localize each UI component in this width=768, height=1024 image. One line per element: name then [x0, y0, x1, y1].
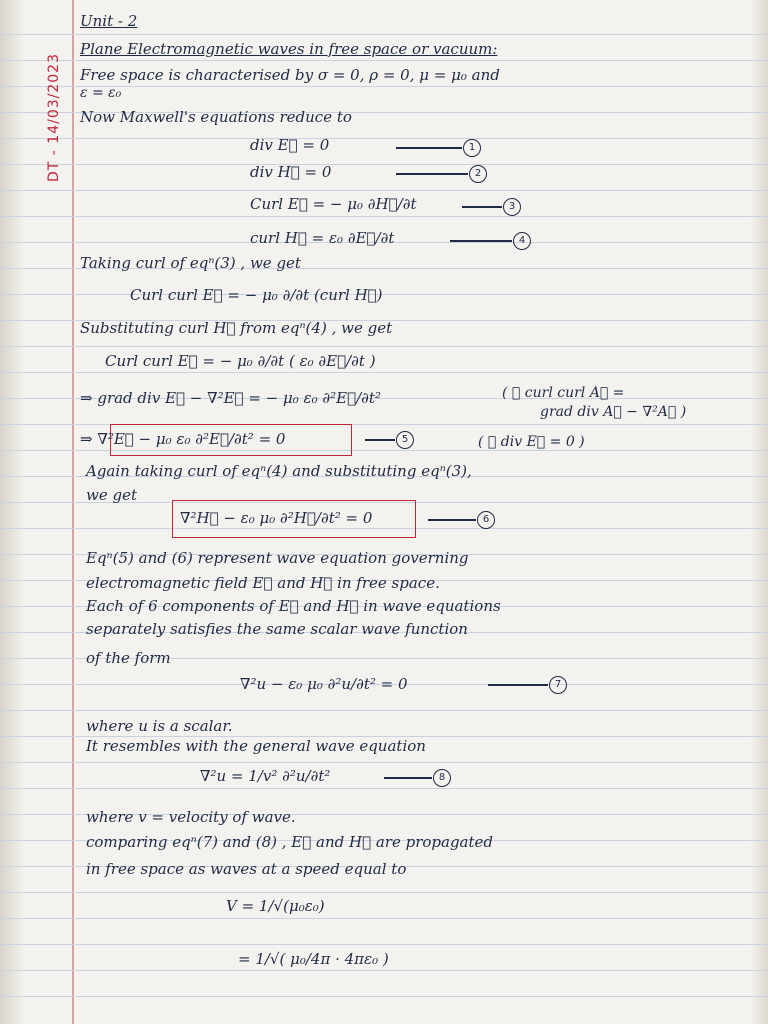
ruled-line	[0, 164, 768, 165]
unit-heading: Unit - 2	[80, 12, 138, 30]
equation-line: Curl curl E⃗ = − μ₀ ∂/∂t ( ε₀ ∂E⃗/∂t )	[105, 352, 376, 370]
ruled-line	[0, 372, 768, 373]
equation-line: curl H⃗ = ε₀ ∂E⃗/∂t	[250, 229, 395, 247]
identity-note: ( ∵ div E⃗ = 0 )	[478, 434, 585, 450]
text-line: separately satisfies the same scalar wave function	[86, 620, 468, 638]
equation-line: ⇒ grad div E⃗ − ∇²E⃗ = − μ₀ ε₀ ∂²E⃗/∂t²	[80, 389, 381, 407]
ruled-line	[0, 138, 768, 139]
arrow-line	[462, 206, 502, 208]
equation-line: ∇²u = 1/v² ∂²u/∂t²	[200, 767, 331, 785]
margin-line	[72, 0, 74, 1024]
arrow-line	[488, 684, 548, 686]
ruled-line	[0, 918, 768, 919]
equation-line: ∇²u − ε₀ μ₀ ∂²u/∂t² = 0	[240, 675, 408, 693]
ruled-line	[0, 788, 768, 789]
equation-line: div E⃗ = 0	[250, 136, 330, 154]
ruled-line	[0, 996, 768, 997]
identity-note: ( ∵ curl curl A⃗ =	[502, 385, 625, 401]
eq-number: 6	[477, 511, 495, 529]
text-line: comparing eqⁿ(7) and (8) , E⃗ and H⃗ are propagated	[86, 833, 493, 851]
ruled-line	[0, 762, 768, 763]
ruled-line	[0, 346, 768, 347]
ruled-line	[0, 944, 768, 945]
ruled-line	[0, 60, 768, 61]
equation-line: Curl curl E⃗ = − μ₀ ∂/∂t (curl H⃗)	[130, 286, 383, 304]
ruled-line	[0, 294, 768, 295]
equation-line: V = 1/√(μ₀ε₀)	[226, 897, 325, 915]
arrow-line	[396, 173, 468, 175]
text-line: It resembles with the general wave equation	[86, 737, 426, 755]
text-line: Free space is characterised by σ = 0, ρ = 0, μ = μ₀ and	[80, 66, 500, 84]
eq-number: 4	[513, 232, 531, 250]
equation-line: ∇²H⃗ − ε₀ μ₀ ∂²H⃗/∂t² = 0	[180, 509, 373, 527]
text-line: of the form	[86, 649, 171, 667]
text-line: Eqⁿ(5) and (6) represent wave equation governing	[86, 549, 469, 567]
text-line: Now Maxwell's equations reduce to	[80, 108, 352, 126]
text-line: ε = ε₀	[80, 85, 122, 101]
date-note: DT - 14/03/2023	[46, 53, 62, 182]
text-line: electromagnetic field E⃗ and H⃗ in free space.	[86, 574, 440, 592]
eq-number: 5	[396, 431, 414, 449]
ruled-line	[0, 34, 768, 35]
identity-note: grad div A⃗ − ∇²A⃗ )	[540, 404, 687, 420]
eq-number: 3	[503, 198, 521, 216]
eq-number: 7	[549, 676, 567, 694]
text-line: where u is a scalar.	[86, 717, 233, 735]
arrow-line	[365, 439, 395, 441]
text-line: Taking curl of eqⁿ(3) , we get	[80, 254, 301, 272]
ruled-line	[0, 892, 768, 893]
text-line: Again taking curl of eqⁿ(4) and substituting eqⁿ(3),	[86, 462, 472, 480]
text-line: where v = velocity of wave.	[86, 808, 296, 826]
ruled-line	[0, 710, 768, 711]
ruled-line	[0, 216, 768, 217]
arrow-line	[450, 240, 512, 242]
text-line: Substituting curl H⃗ from eqⁿ(4) , we get	[80, 319, 393, 337]
text-line: in free space as waves at a speed equal to	[86, 860, 407, 878]
eq-number: 1	[463, 139, 481, 157]
equation-line: ⇒ ∇²E⃗ − μ₀ ε₀ ∂²E⃗/∂t² = 0	[80, 430, 286, 448]
ruled-line	[0, 970, 768, 971]
equation-line: = 1/√( μ₀/4π · 4πε₀ )	[238, 950, 389, 968]
equation-line: Curl E⃗ = − μ₀ ∂H⃗/∂t	[250, 195, 417, 213]
arrow-line	[428, 519, 476, 521]
arrow-line	[384, 777, 432, 779]
eq-number: 8	[433, 769, 451, 787]
text-line: Each of 6 components of E⃗ and H⃗ in wave equations	[86, 597, 501, 615]
page-edge	[750, 0, 768, 1024]
page-title: Plane Electromagnetic waves in free space or vacuum:	[80, 40, 498, 58]
arrow-line	[396, 147, 462, 149]
equation-line: div H⃗ = 0	[250, 163, 332, 181]
eq-number: 2	[469, 165, 487, 183]
text-line: we get	[86, 486, 137, 504]
ruled-line	[0, 190, 768, 191]
